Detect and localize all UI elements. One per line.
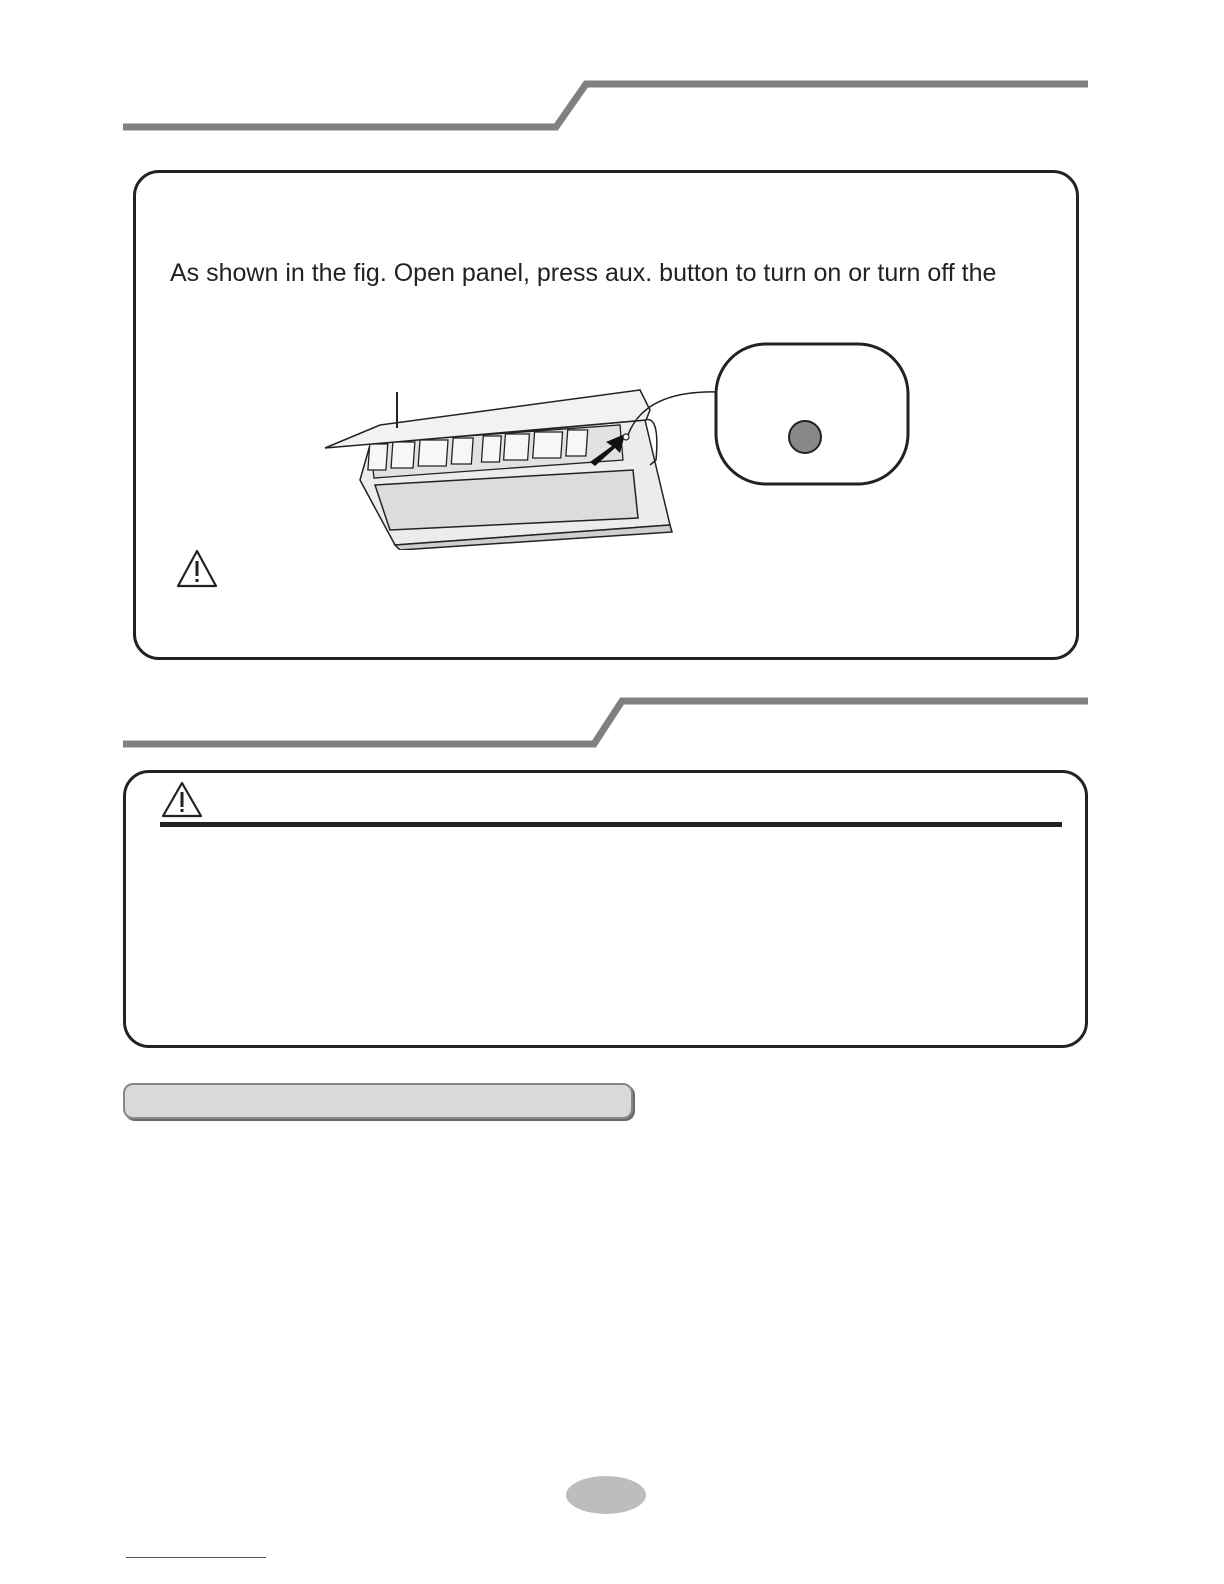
aux-instruction-text: As shown in the fig. Open panel, press aux. button to turn on or turn off the <box>170 259 997 287</box>
section-header-rule <box>0 0 1224 760</box>
caution-panel <box>123 770 1088 1048</box>
footer-link-line[interactable] <box>126 1557 266 1558</box>
warning-icon <box>160 780 204 820</box>
caution-heading-rule <box>160 822 1062 827</box>
subsection-heading-bar <box>123 1083 633 1119</box>
page-number-badge <box>566 1476 646 1514</box>
